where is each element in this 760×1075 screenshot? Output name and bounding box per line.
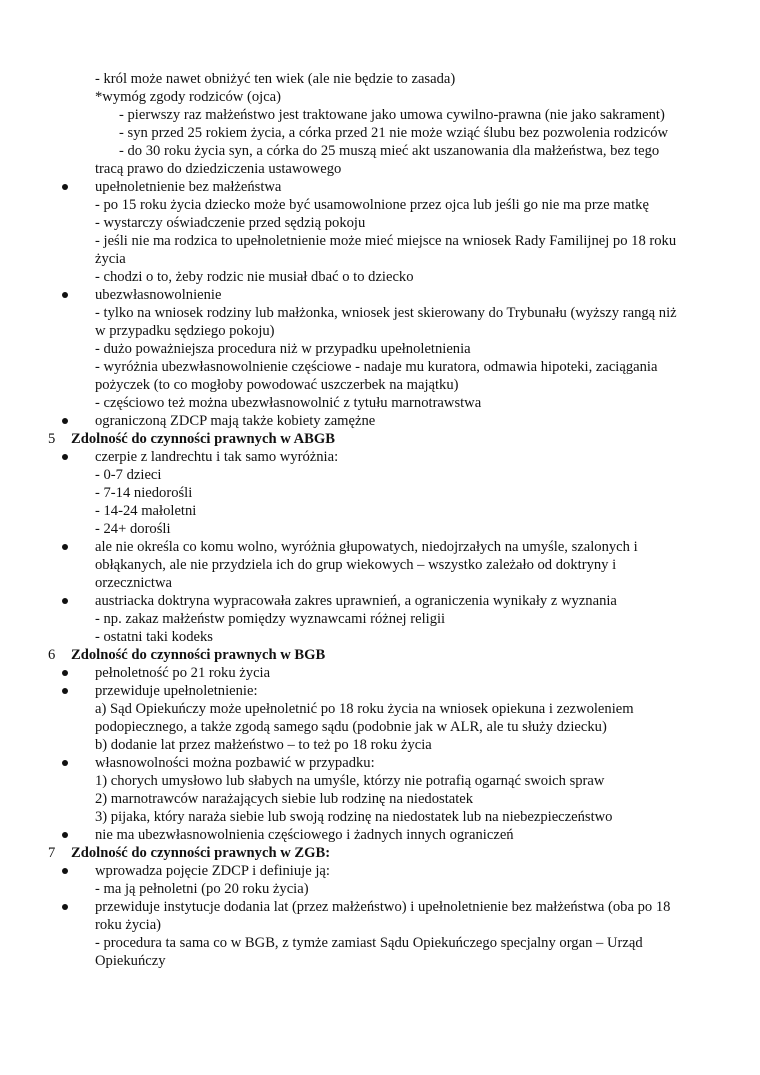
sub-line: - dużo poważniejsza procedura niż w przypadku upełnoletnienia: [95, 341, 471, 357]
bullet-text: własnowolności można pozbawić w przypadku:: [95, 755, 375, 771]
bullet-icon: [62, 184, 68, 190]
bullet-item: [0, 826, 760, 844]
sub-line: - np. zakaz małżeństw pomiędzy wyznawcami różnej religii: [95, 611, 446, 627]
bullet-item: [0, 664, 760, 682]
bullet-icon: [62, 904, 68, 910]
section-number: 5: [48, 431, 56, 447]
bullet-item: [0, 178, 760, 286]
bullet-text: austriacka doktryna wypracowała zakres uprawnień, a ograniczenia wynikały z wyznania: [95, 593, 617, 609]
bullet-text: czerpie z landrechtu i tak samo wyróżnia:: [95, 449, 339, 465]
bullet-icon: [62, 670, 68, 676]
bullet-icon: [62, 418, 68, 424]
bullet-icon: [62, 868, 68, 874]
sub-line: 3) pijaka, który naraża siebie lub swoją rodzinę na niedostatek lub na niebezpieczeństwo: [95, 809, 613, 825]
bullet-item: [0, 286, 760, 412]
sub-line: b) dodanie lat przez małżeństwo – to też po 18 roku życia: [95, 737, 432, 753]
bullet-text: wprowadza pojęcie ZDCP i definiuje ją:: [95, 863, 330, 879]
bullet-text: pełnoletność po 21 roku życia: [95, 665, 271, 681]
section-title: Zdolność do czynności prawnych w ZGB:: [71, 845, 331, 861]
bullet-text: ubezwłasnowolnienie: [95, 287, 222, 303]
text-line: *wymóg zgody rodziców (ojca): [95, 89, 282, 105]
sub-line: - 24+ dorośli: [95, 521, 171, 537]
section-heading: [0, 844, 760, 862]
sub-line: 2) marnotrawców narażających siebie lub rodzinę na niedostatek: [95, 791, 474, 807]
sub-line: - ostatni taki kodeks: [95, 629, 213, 645]
bullet-text: nie ma ubezwłasnowolnienia częściowego i żadnych innych ograniczeń: [95, 827, 514, 843]
sub-line: - częściowo też można ubezwłasnowolnić z tytułu marnotrawstwa: [95, 395, 482, 411]
text-line: - syn przed 25 rokiem życia, a córka przed 21 nie może wziąć ślubu bez pozwolenia rodziców: [119, 125, 669, 141]
sub-line: - jeśli nie ma rodzica to upełnoletnienie może mieć miejsce na wniosek Rady Familijnej po 18 roku życia: [95, 233, 677, 267]
bullet-text: przewiduje upełnoletnienie:: [95, 683, 258, 699]
text-line: - do 30 roku życia syn, a córka do 25 muszą mieć akt uszanowania dla małżeństwa, bez tego tracą prawo do dziedziczenia ustawowego: [95, 143, 660, 177]
bullet-item: [0, 862, 760, 898]
bullet-item: [0, 898, 760, 970]
section-title: Zdolność do czynności prawnych w ABGB: [71, 431, 335, 447]
sub-line: - 14-24 małoletni: [95, 503, 197, 519]
section-heading: [0, 430, 760, 448]
bullet-item: [0, 754, 760, 826]
section-heading: [0, 646, 760, 664]
bullet-text: przewiduje instytucje dodania lat (przez małżeństwo) i upełnoletnienie bez małżeństwa (oba po 18 roku życia): [95, 899, 671, 933]
bullet-icon: [62, 832, 68, 838]
bullet-icon: [62, 688, 68, 694]
sub-line: - wyróżnia ubezwłasnowolnienie częściowe - nadaje mu kuratora, odmawia hipoteki, zaciągania pożyczek (to co mogłoby powodować uszczerbek na majątku): [95, 359, 658, 393]
bullet-icon: [62, 292, 68, 298]
text-line: - król może nawet obniżyć ten wiek (ale nie będzie to zasada): [95, 71, 456, 87]
bullet-icon: [62, 598, 68, 604]
bullet-text: ograniczoną ZDCP mają także kobiety zamężne: [95, 413, 376, 429]
sub-line: - 7-14 niedorośli: [95, 485, 193, 501]
sub-line: - wystarczy oświadczenie przed sędzią pokoju: [95, 215, 366, 231]
bullet-text: ale nie określa co komu wolno, wyróżnia głupowatych, niedojrzałych na umyśle, szalonych i obłąkanych, ale nie przydziela ich do grup wiekowych – wszystko zależało od doktryny i orzecznictwa: [95, 539, 638, 591]
bullet-icon: [62, 454, 68, 460]
sub-line: 1) chorych umysłowo lub słabych na umyśle, którzy nie potrafią ogarnąć swoich spraw: [95, 773, 605, 789]
sub-line: - procedura ta sama co w BGB, z tymże zamiast Sądu Opiekuńczego specjalny organ – Urząd Opiekuńczy: [95, 935, 643, 969]
document-page: [0, 70, 760, 970]
sub-line: - po 15 roku życia dziecko może być usamowolnione przez ojca lub jeśli go nie ma prze matkę: [95, 197, 649, 213]
sub-line: - 0-7 dzieci: [95, 467, 162, 483]
bullet-icon: [62, 760, 68, 766]
sub-line: - ma ją pełnoletni (po 20 roku życia): [95, 881, 309, 897]
text-line: - pierwszy raz małżeństwo jest traktowane jako umowa cywilno-prawna (nie jako sakrament): [119, 107, 665, 123]
bullet-item: [0, 592, 760, 646]
sub-line: - tylko na wniosek rodziny lub małżonka, wniosek jest skierowany do Trybunału (wyższy rangą niż w przypadku sędziego pokoju): [95, 305, 677, 339]
bullet-item: [0, 682, 760, 754]
bullet-item: [0, 538, 760, 592]
section-number: 7: [48, 845, 56, 861]
section-number: 6: [48, 647, 56, 663]
bullet-item: [0, 412, 760, 430]
section-title: Zdolność do czynności prawnych w BGB: [71, 647, 326, 663]
bullet-item: [0, 448, 760, 538]
bullet-text: upełnoletnienie bez małżeństwa: [95, 179, 282, 195]
sub-line: a) Sąd Opiekuńczy może upełnoletnić po 18 roku życia na wniosek opiekuna i zezwoleniem podopiecznego, a także zgodą samego sądu (podobnie jak w ALR, ale tu służy dziecku): [95, 701, 634, 735]
sub-line: - chodzi o to, żeby rodzic nie musiał dbać o to dziecko: [95, 269, 414, 285]
bullet-icon: [62, 544, 68, 550]
